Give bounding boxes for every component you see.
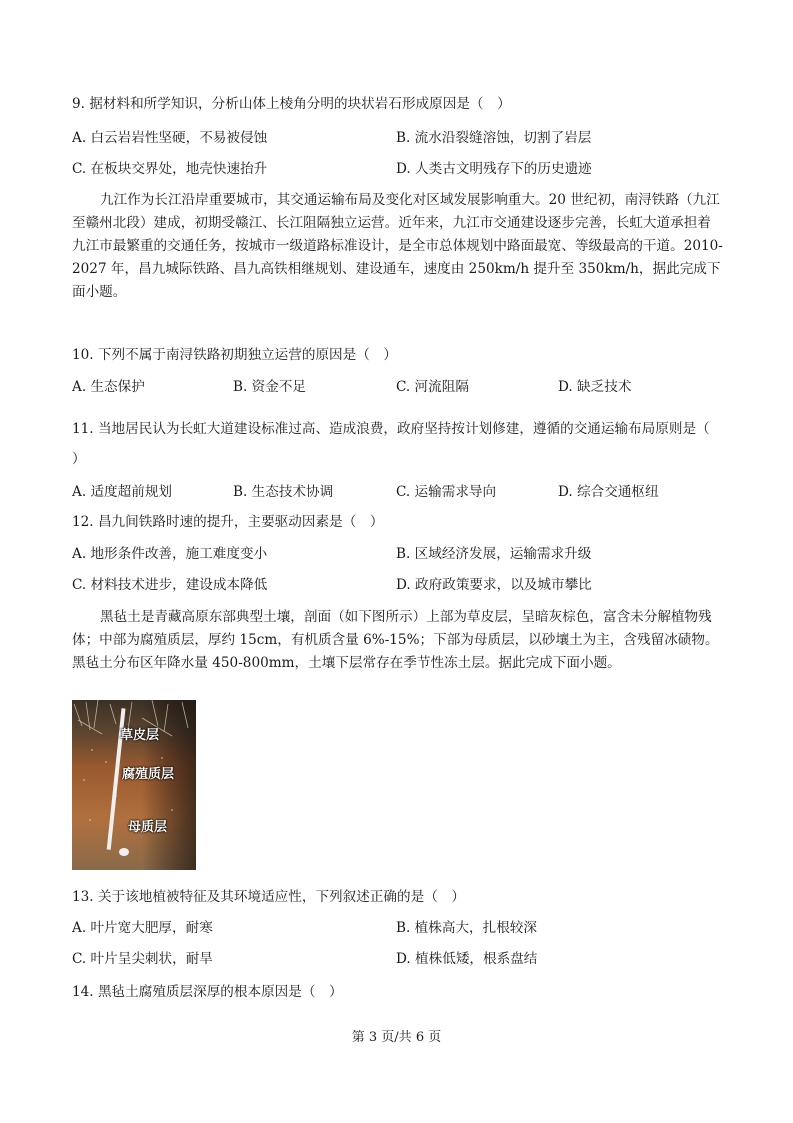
q12-option-d: D. 政府政策要求，以及城市攀比 (396, 577, 592, 593)
q10-option-c: C. 河流阻隔 (396, 379, 469, 395)
passage-black-felt-soil (72, 606, 724, 675)
q12-stem: 12. 昌九间铁路时速的提升，主要驱动因素是（ ） (72, 514, 384, 530)
q13-stem: 13. 关于该地植被特征及其环境适应性，下列叙述正确的是（ ） (72, 889, 465, 905)
label-turf-layer: 草皮层 (120, 728, 160, 743)
q9-option-b: B. 流水沿裂缝溶蚀，切割了岩层 (396, 130, 592, 146)
q9-option-c: C. 在板块交界处，地壳快速抬升 (72, 161, 268, 177)
q12-option-b: B. 区域经济发展，运输需求升级 (396, 546, 592, 562)
passage-jiujiang (72, 189, 724, 304)
q13-option-b: B. 植株高大，扎根较深 (396, 920, 537, 936)
q10-option-a: A. 生态保护 (72, 379, 145, 395)
page-number-footer: 第 3 页/共 6 页 (351, 1030, 442, 1045)
passage-black-felt-soil-text: 黑毡土是青藏高原东部典型土壤，剖面（如下图所示）上部为草皮层，呈暗灰棕色，富含未分解植物残体；中部为腐殖质层，厚约 15cm，有机质含量 6%-15%；下部为母质层，以砂壤土为主，含残留冰碛物。黑毡土分布区年降水量 450-800mm，土壤下层常存在季节性冻土层。据此完成下面小题。 (72, 609, 719, 671)
q10-option-d: D. 缺乏技术 (558, 379, 632, 395)
q9-stem: 9. 据材料和所学知识，分析山体上棱角分明的块状岩石形成原因是（ ） (72, 96, 511, 112)
q13-option-c: C. 叶片呈尖刺状，耐旱 (72, 951, 213, 967)
q10-stem: 10. 下列不属于南浔铁路初期独立运营的原因是（ ） (72, 347, 398, 363)
q10-option-b: B. 资金不足 (233, 379, 307, 395)
passage-jiujiang-text: 九江作为长江沿岸重要城市，其交通运输布局及变化对区域发展影响重大。20 世纪初，南浔铁路（九江至赣州北段）建成，初期受赣江、长江阻隔独立运营。近年来，九江市交通建设逐步完善，长虹大道承担着九江市最繁重的交通任务，按城市一级道路标准设计，是全市总体规划中路面最宽、等级最高的干道。2010-2027 年，昌九城际铁路、昌九高铁相继规划、建设通车，速度由 250km/h 提升至 350km/h，据此完成下面小题。 (72, 192, 723, 300)
q12-option-c: C. 材料技术进步，建设成本降低 (72, 577, 268, 593)
label-humus-layer: 腐殖质层 (122, 767, 175, 782)
q11-stem-continued: ） (72, 451, 86, 467)
q13-option-a: A. 叶片宽大肥厚，耐寒 (72, 920, 213, 936)
q11-option-b: B. 生态技术协调 (233, 484, 334, 500)
q14-stem: 14. 黑毡土腐殖质层深厚的根本原因是（ ） (72, 984, 343, 1000)
q11-option-d: D. 综合交通枢纽 (558, 484, 659, 500)
q11-option-c: C. 运输需求导向 (396, 484, 497, 500)
q13-option-d: D. 植株低矮，根系盘结 (396, 951, 538, 967)
q9-option-a: A. 白云岩岩性坚硬，不易被侵蚀 (72, 130, 268, 146)
label-parent-material-layer: 母质层 (128, 820, 168, 835)
q11-stem: 11. 当地居民认为长虹大道建设标准过高、造成浪费，政府坚持按计划修建，遵循的交通运输布局原则是（ (72, 421, 710, 437)
q12-option-a: A. 地形条件改善，施工难度变小 (72, 546, 268, 562)
q9-option-d: D. 人类古文明残存下的历史遗迹 (396, 161, 592, 177)
q11-option-a: A. 适度超前规划 (72, 484, 173, 500)
soil-profile-photo (72, 700, 196, 870)
